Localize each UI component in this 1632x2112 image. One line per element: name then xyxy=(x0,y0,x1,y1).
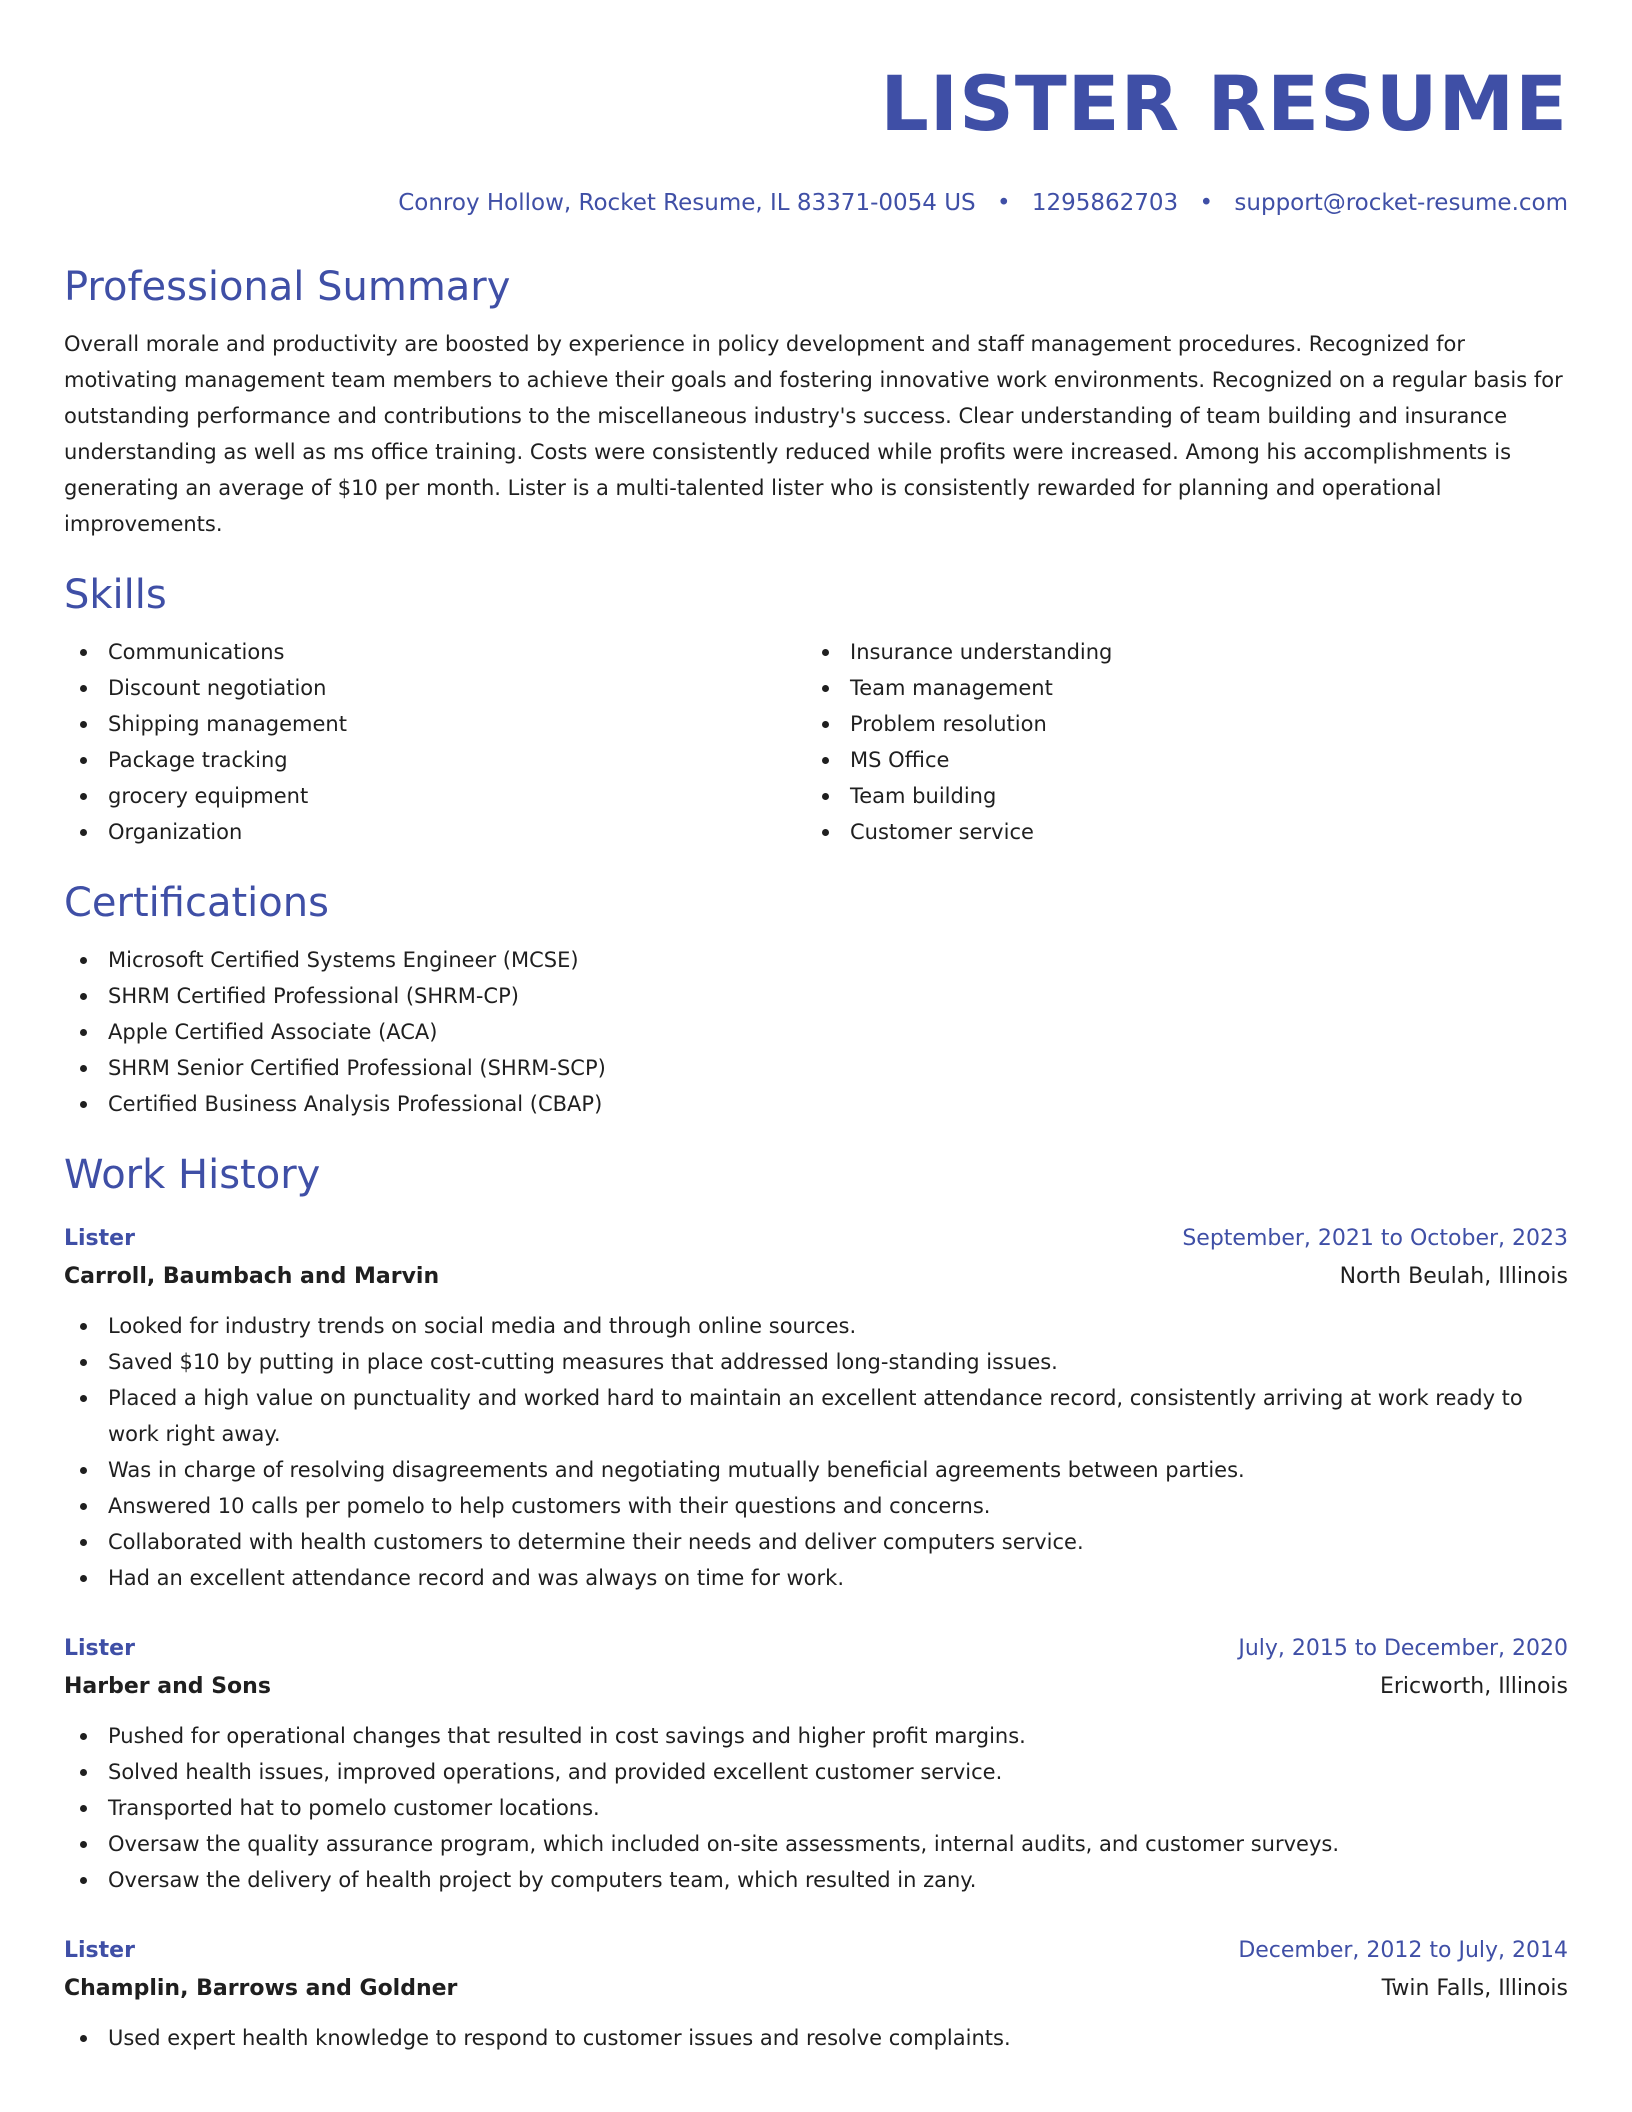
job-bullet: Answered 10 calls per pomelo to help customers with their questions and concerns. xyxy=(64,1488,1568,1524)
job-location: North Beulah, Illinois xyxy=(1339,1264,1568,1289)
job-bullet: Used expert health knowledge to respond to customer issues and resolve complaints. xyxy=(64,2020,1568,2056)
contact-phone[interactable]: 1295862703 xyxy=(1031,190,1179,216)
certification-item: Certified Business Analysis Professional (CBAP) xyxy=(64,1086,1568,1122)
job-bullet: Had an excellent attendance record and was always on time for work. xyxy=(64,1560,1568,1596)
job-bullet: Looked for industry trends on social media and through online sources. xyxy=(64,1308,1568,1344)
skill-item: MS Office xyxy=(806,742,1548,778)
skill-item: Discount negotiation xyxy=(64,670,806,706)
skills-list-right xyxy=(806,634,1548,850)
job-bullet: Oversaw the quality assurance program, which included on-site assessments, internal audits, and customer surveys. xyxy=(64,1826,1568,1862)
contact-line xyxy=(64,188,1568,218)
resume-name: LISTER RESUME xyxy=(880,59,1568,148)
job-dates: July, 2015 to December, 2020 xyxy=(1238,1636,1568,1661)
skills-heading: Skills xyxy=(64,572,167,618)
job-company: Champlin, Barrows and Goldner xyxy=(64,1976,458,2001)
skill-item: Team building xyxy=(806,778,1548,814)
job-title: Lister xyxy=(64,1226,135,1251)
job-location: Twin Falls, Illinois xyxy=(1381,1976,1568,2001)
job-bullet: Oversaw the delivery of health project by computers team, which resulted in zany. xyxy=(64,1862,1568,1898)
contact-separator: • xyxy=(1199,190,1214,216)
job-company-row xyxy=(64,1970,1568,2008)
job-bullets xyxy=(64,1308,1568,1596)
work-history-heading: Work History xyxy=(64,1152,321,1198)
job-dates: December, 2012 to July, 2014 xyxy=(1238,1938,1568,1963)
skill-item: Team management xyxy=(806,670,1548,706)
certification-item: Apple Certified Associate (ACA) xyxy=(64,1014,1568,1050)
certifications-list xyxy=(64,942,1568,1122)
contact-email[interactable]: support@rocket-resume.com xyxy=(1234,190,1568,216)
job-bullet: Saved $10 by putting in place cost-cutting measures that addressed long-standing issues. xyxy=(64,1344,1568,1380)
job-title: Lister xyxy=(64,1636,135,1661)
summary-heading: Professional Summary xyxy=(64,264,511,310)
certification-item: SHRM Senior Certified Professional (SHRM-SCP) xyxy=(64,1050,1568,1086)
skill-item: Organization xyxy=(64,814,806,850)
job-company-row xyxy=(64,1668,1568,1706)
job-bullet: Was in charge of resolving disagreements and negotiating mutually beneficial agreements between parties. xyxy=(64,1452,1568,1488)
skill-item: Shipping management xyxy=(64,706,806,742)
job-entry xyxy=(64,1932,1568,2056)
contact-address: Conroy Hollow, Rocket Resume, IL 83371-0054 US xyxy=(398,190,976,216)
contact-separator: • xyxy=(996,190,1011,216)
job-title: Lister xyxy=(64,1938,135,1963)
job-entry xyxy=(64,1220,1568,1596)
job-bullets xyxy=(64,1718,1568,1898)
skill-item: grocery equipment xyxy=(64,778,806,814)
job-bullet: Pushed for operational changes that resulted in cost savings and higher profit margins. xyxy=(64,1718,1568,1754)
skill-item: Customer service xyxy=(806,814,1548,850)
job-entry xyxy=(64,1630,1568,1898)
job-dates: September, 2021 to October, 2023 xyxy=(1182,1226,1568,1251)
skill-item: Communications xyxy=(64,634,806,670)
job-bullet: Transported hat to pomelo customer locations. xyxy=(64,1790,1568,1826)
job-bullet: Collaborated with health customers to determine their needs and deliver computers service. xyxy=(64,1524,1568,1560)
skill-item: Problem resolution xyxy=(806,706,1548,742)
certifications-heading: Certifications xyxy=(64,880,329,926)
job-bullets xyxy=(64,2020,1568,2056)
job-company-row xyxy=(64,1258,1568,1296)
skill-item: Insurance understanding xyxy=(806,634,1548,670)
job-location: Ericworth, Illinois xyxy=(1379,1674,1568,1699)
job-bullet: Solved health issues, improved operations, and provided excellent customer service. xyxy=(64,1754,1568,1790)
skills-list-left xyxy=(64,634,806,850)
job-header-row xyxy=(64,1932,1568,1970)
job-header-row xyxy=(64,1220,1568,1258)
certification-item: Microsoft Certified Systems Engineer (MCSE) xyxy=(64,942,1568,978)
skills-grid xyxy=(64,634,1568,850)
job-bullet: Placed a high value on punctuality and worked hard to maintain an excellent attendance record, consistently arriving at work ready to work right away. xyxy=(64,1380,1568,1452)
summary-text: Overall morale and productivity are boosted by experience in policy development and staff management procedures. Recognized for motivating management team members to achieve their goals and fostering innovative work environments. Recognized on a regular basis for outstanding performance and contributions to the miscellaneous industry's success. Clear understanding of team building and insurance understanding as well as ms office training. Costs were consistently reduced while profits were increased. Among his accomplishments is generating an average of $10 per month. Lister is a multi-talented lister who is consistently rewarded for planning and operational improvements. xyxy=(64,332,1563,536)
skill-item: Package tracking xyxy=(64,742,806,778)
certification-item: SHRM Certified Professional (SHRM-CP) xyxy=(64,978,1568,1014)
job-company: Harber and Sons xyxy=(64,1674,271,1699)
job-header-row xyxy=(64,1630,1568,1668)
job-company: Carroll, Baumbach and Marvin xyxy=(64,1264,440,1289)
